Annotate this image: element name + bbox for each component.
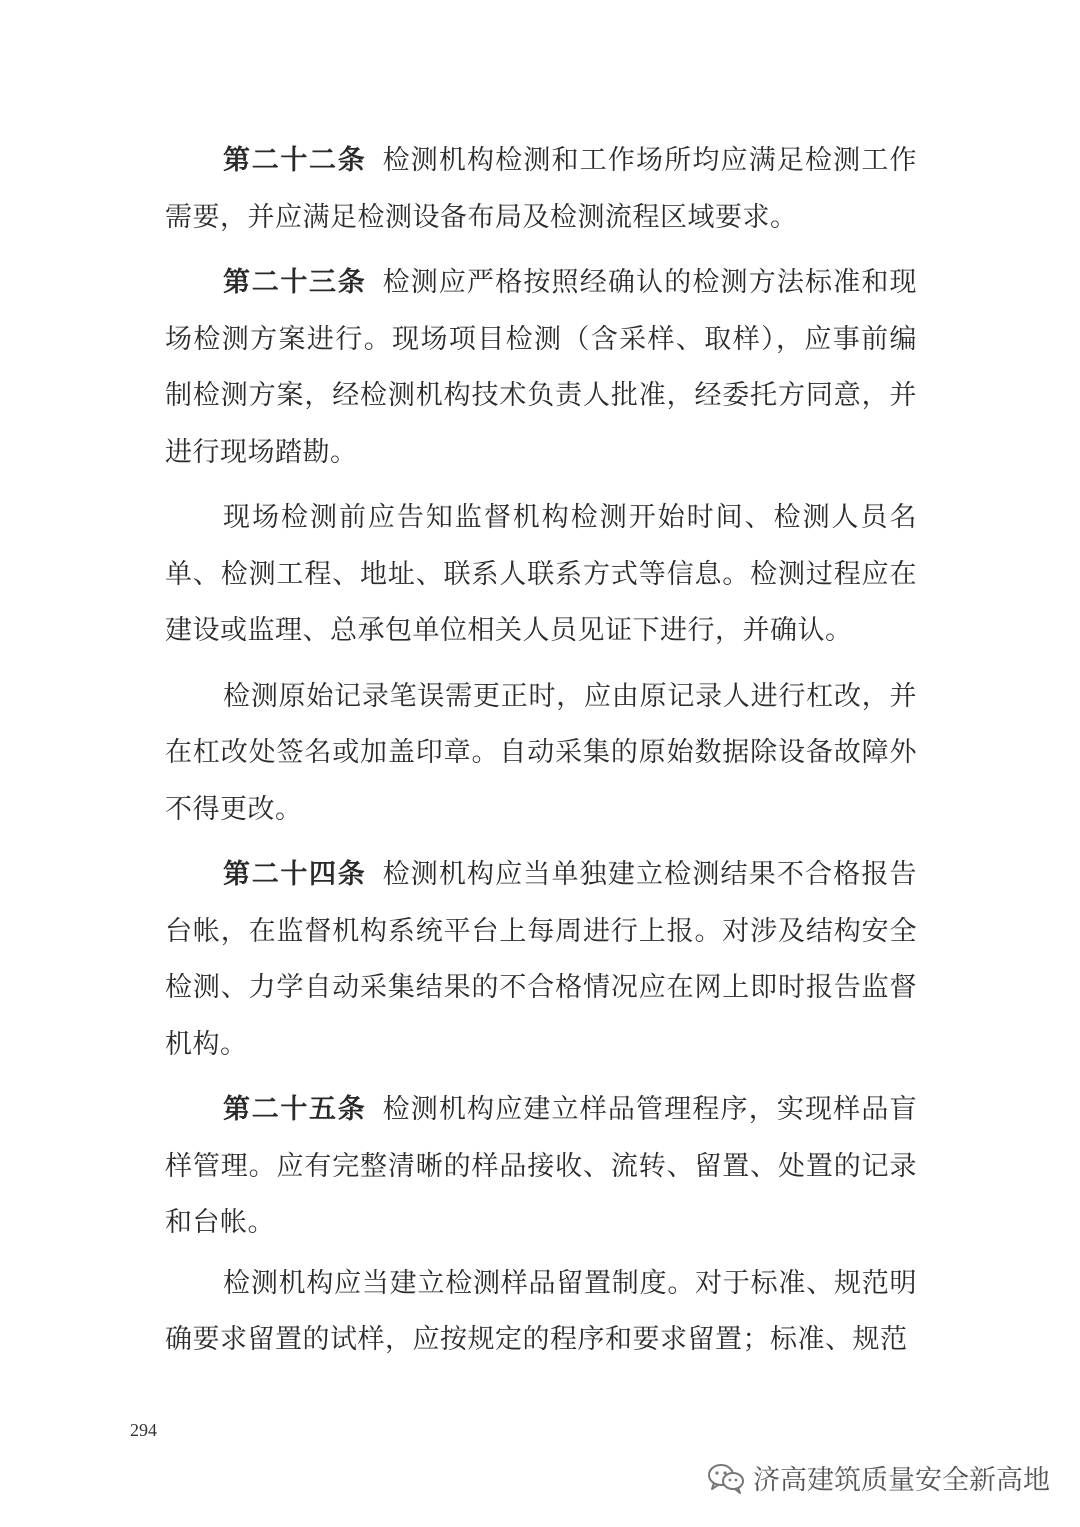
paragraph-sample-retention (165, 1256, 917, 1369)
article-number: 第二十三条 (223, 267, 367, 298)
wechat-icon (707, 1462, 745, 1494)
article-number: 第二十四条 (223, 859, 367, 890)
paragraph-text: 检测机构检测和工作场所均应满足检测工作需要，并应满足检测设备布局及检测流程区域要求。 (165, 145, 918, 233)
article-number: 第二十二条 (223, 145, 367, 176)
document-body (165, 133, 917, 1369)
paragraph-text: 检测机构应当单独建立检测结果不合格报告台帐，在监督机构系统平台上每周进行上报。对涉及结构安全检测、力学自动采集结果的不合格情况应在网上即时报告监督机构。 (165, 859, 918, 1060)
page-number: 294 (130, 1420, 157, 1440)
paragraph-article-23 (165, 255, 917, 481)
paragraph-text: 检测机构应建立样品管理程序，实现样品盲样管理。应有完整清晰的样品接收、流转、留置、处置的记录和台帐。 (165, 1094, 918, 1238)
watermark (707, 1458, 1050, 1497)
paragraph-article-24 (165, 847, 917, 1073)
paragraph-onsite-notice (165, 490, 917, 660)
paragraph-text: 现场检测前应告知监督机构检测开始时间、检测人员名单、检测工程、地址、联系人联系方式等信息。检测过程应在建设或监理、总承包单位相关人员见证下进行，并确认。 (165, 502, 917, 646)
paragraph-article-22 (165, 133, 917, 246)
article-number: 第二十五条 (223, 1094, 367, 1125)
paragraph-text: 检测原始记录笔误需更正时，应由原记录人进行杠改，并在杠改处签名或加盖印章。自动采集的原始数据除设备故障外不得更改。 (165, 680, 917, 825)
paragraph-record-correction (165, 669, 917, 839)
watermark-text: 济高建筑质量安全新高地 (753, 1465, 1050, 1496)
paragraph-article-25 (165, 1082, 917, 1252)
paragraph-text: 检测应严格按照经确认的检测方法标准和现场检测方案进行。现场项目检测（含采样、取样），应事前编制检测方案，经检测机构技术负责人批准，经委托方同意，并进行现场踏勘。 (165, 267, 918, 468)
paragraph-text: 检测机构应当建立检测样品留置制度。对于标准、规范明确要求留置的试样，应按规定的程序和要求留置；标准、规范 (165, 1267, 917, 1355)
